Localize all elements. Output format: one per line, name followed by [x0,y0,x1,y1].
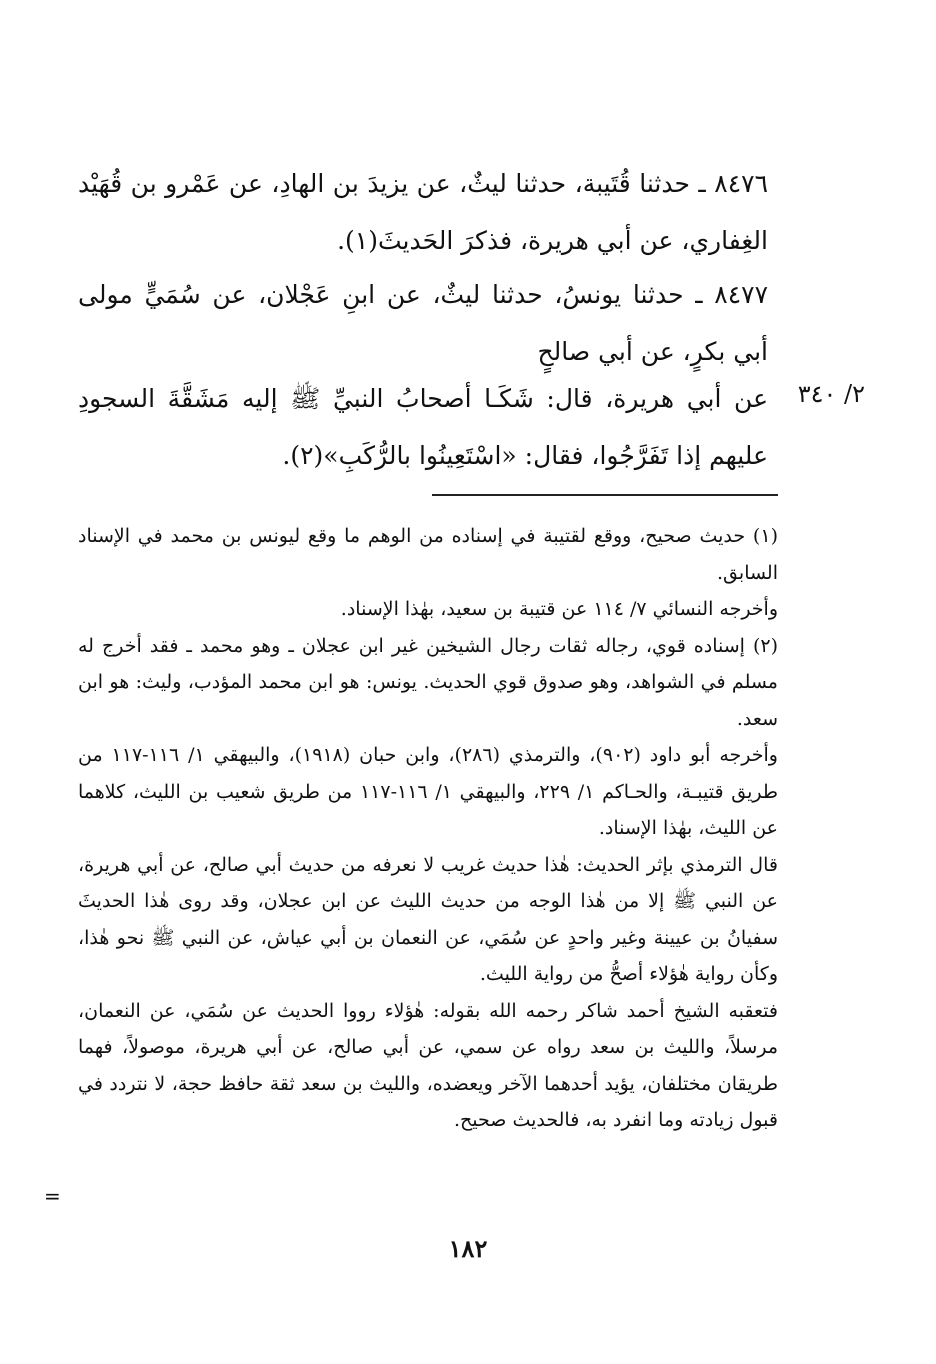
hadith-8476-text: ٨٤٧٦ ـ حدثنا قُتَيبة، حدثنا ليثٌ، عن يزيدَ بن الهادِ، عن عَمْرو بن قُهَيْد الغِفاري، عن أبي هريرة، فذكرَ الحَديثَ(١). [78,169,768,255]
page-number: ١٨٢ [448,1234,488,1263]
hadith-8477 [78,266,768,380]
hadith-8476 [78,155,768,269]
footnote-2: (٢) إسناده قوي، رجاله ثقات رجال الشيخين غير ابن عجلان ـ وهو محمد ـ فقد أخرج له مسلم في الشواهد، وهو صدوق قوي الحديث. يونس: هو ابن محمد المؤدب، وليث: هو ابن سعد. [78,634,778,730]
footnote-2-takhrij: وأخرجه أبو داود (٩٠٢)، والترمذي (٢٨٦)، وابن حبان (١٩١٨)، والبيهقي ١/ ١١٦-١١٧ من طريق قتيبـة، والحـاكم ١/ ٢٢٩، والبيهقي ١/ ١١٦-١١٧ من طريق شعيب بن الليث، كلاهما عن الليث، بهٰذا الإسناد. [78,744,778,839]
footnote-1-continuation: وأخرجه النسائي ٧/ ١١٤ عن قتيبة بن سعيد، بهٰذا الإسناد. [340,598,778,620]
footnote-1: (١) حديث صحيح، ووقع لقتيبة في إسناده من الوهم ما وقع ليونس بن محمد في الإسناد السابق. [78,525,778,584]
footnote-2-shakir-comment: فتعقبه الشيخ أحمد شاكر رحمه الله بقوله: هٰؤلاء رووا الحديث عن سُمَي، عن النعمان، مرسلاً، والليث بن سعد رواه عن سمي، عن أبي صالح، عن أبي هريرة، موصولاً، فهما طريقان مختلفان، يؤيد أحدهما الآخر ويعضده، والليث بن سعد ثقة حافظ حجة، لا نتردد في قبول زيادته وما انفرد به، فالحديث صحيح. [78,999,778,1131]
hadith-8477-matn-text: عن أبي هريرة، قال: شَكَـا أصحابُ النبيِّ ﷺ إليه مَشَقَّةَ السجودِ عليهم إذا تَفَرَّجُوا، فقال: «اسْتَعِينُوا بالرُّكَبِ»(٢). [78,384,768,470]
footnote-2-tirmidhi-comment: قال الترمذي بإثر الحديث: هٰذا حديث غريب لا نعرفه من حديث أبي صالح، عن أبي هريرة، عن النبي ﷺ إلا من هٰذا الوجه من حديث الليث عن ابن عجلان، وقد روى هٰذا الحديثَ سفيانُ بن عيينة وغير واحدٍ عن سُمَي، عن النعمان بن أبي عياش، عن النبي ﷺ نحو هٰذا، وكأن رواية هٰؤلاء أصحُّ من رواية الليث. [78,853,778,985]
footnote-separator [432,494,778,496]
hadith-8477-isnad: ٨٤٧٧ ـ حدثنا يونسُ، حدثنا ليثٌ، عن ابنِ عَجْلان، عن سُمَيٍّ مولى أبي بكرٍ، عن أبي صالحٍ [78,280,768,366]
footnotes [78,518,778,1139]
hadith-8477-matn [78,370,768,484]
continuation-mark: = [44,1184,61,1208]
margin-volume-page-reference: ٢/ ٣٤٠ [797,380,865,408]
